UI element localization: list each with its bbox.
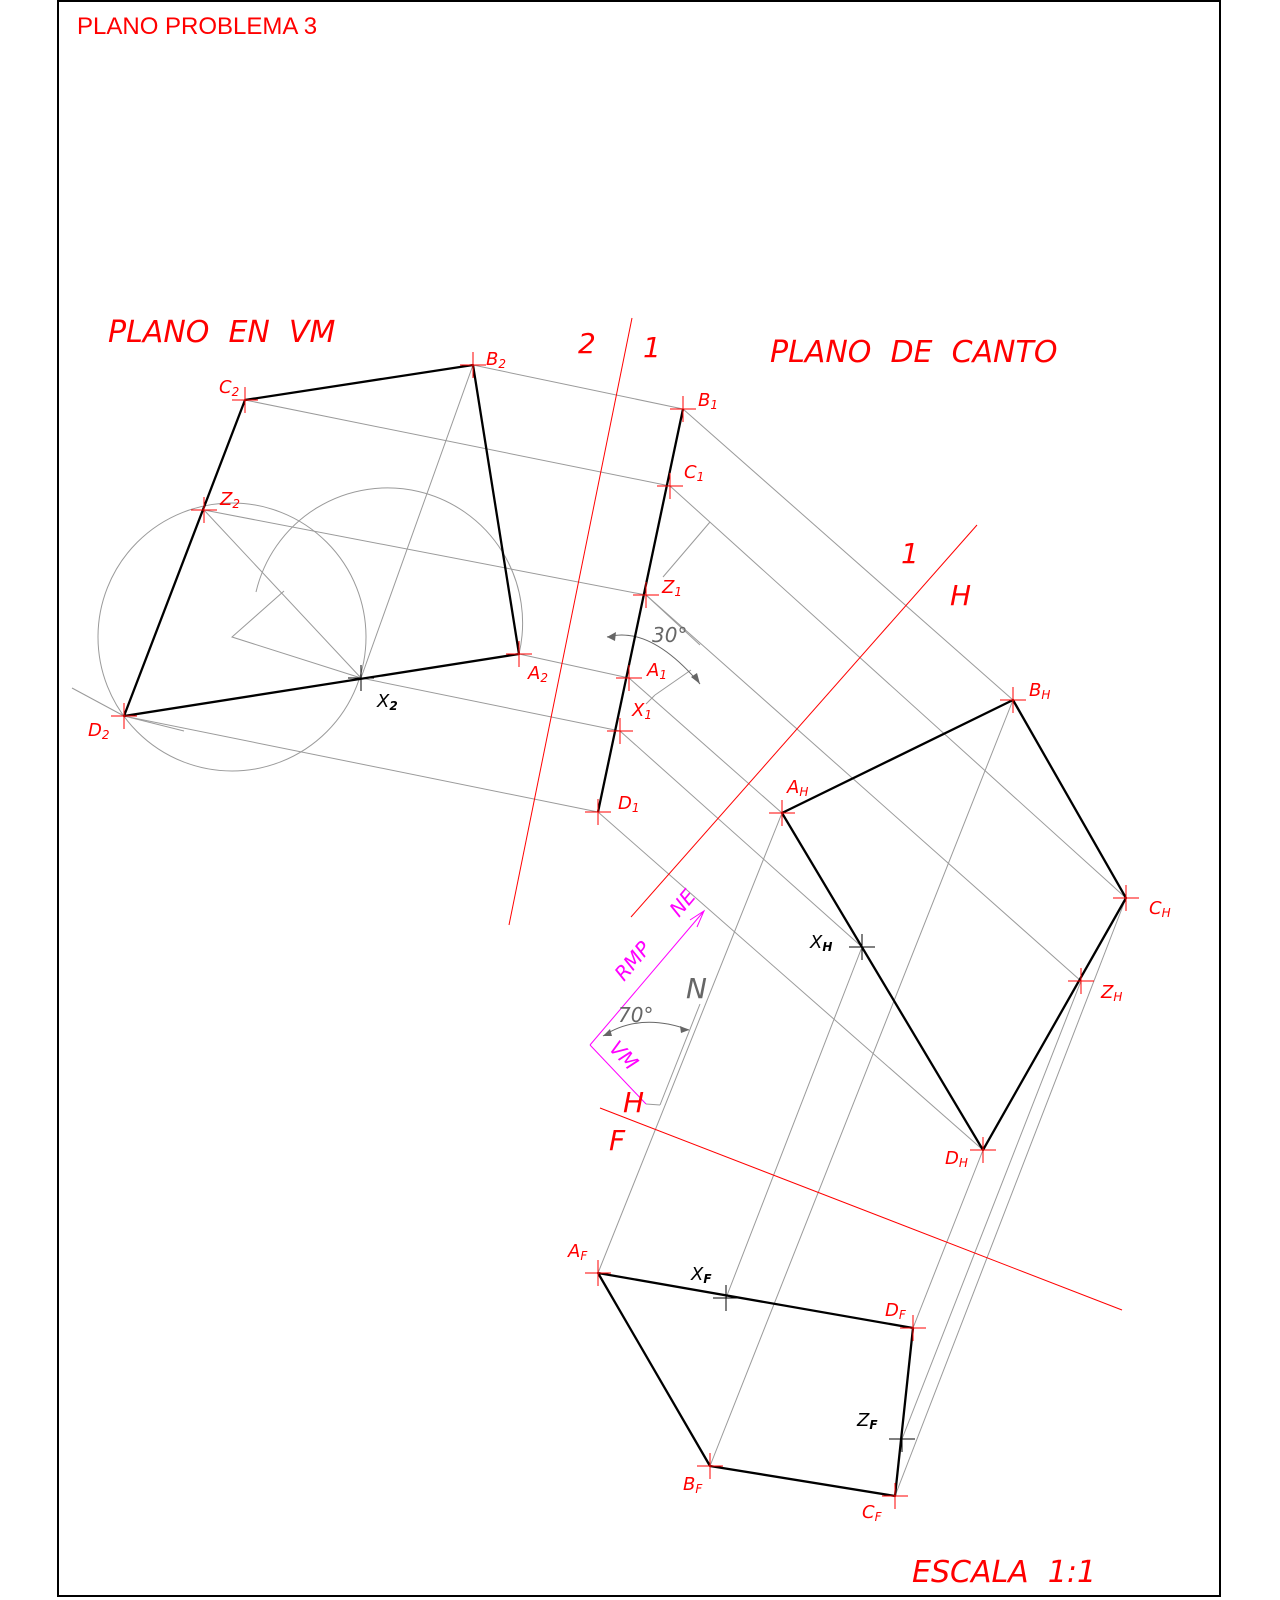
fold-h-f-bottom: F [609, 1124, 626, 1157]
fold-1-h-bottom: H [950, 579, 972, 612]
label-ch: CH [1149, 898, 1171, 920]
north-label: N [686, 972, 707, 1005]
bearing-vm: VM [604, 1035, 644, 1075]
edge-view-1 [598, 409, 683, 812]
label-d1: D1 [618, 793, 640, 815]
fold-h-f-top: H [623, 1086, 645, 1119]
angle-70: 70° [618, 1003, 654, 1027]
heading-plano-canto: PLANO DE CANTO [770, 335, 1058, 370]
label-d2: D2 [88, 720, 110, 742]
label-c1: C1 [684, 462, 705, 484]
label-cf: CF [862, 1502, 882, 1524]
fold-2-1-right: 1 [643, 331, 661, 364]
label-z2: Z2 [220, 489, 240, 511]
fold-line-1-h [631, 525, 977, 917]
bearing-ne: NE [664, 884, 701, 922]
label-zh: ZH [1101, 982, 1123, 1004]
object-lines [124, 365, 1126, 1496]
point-labels-red [88, 349, 1171, 1524]
bearing-rmp: RMP [609, 936, 656, 986]
label-z1: Z1 [662, 577, 682, 599]
point-markers-red [111, 352, 1139, 1509]
fold-1-h-top: 1 [901, 537, 919, 570]
label-df: DF [885, 1300, 906, 1322]
polygon-view-2 [124, 365, 519, 716]
label-c2: C2 [219, 377, 240, 399]
fold-2-1-left: 2 [578, 327, 596, 360]
label-xf: XF [691, 1264, 712, 1286]
label-xh: XH [810, 932, 833, 954]
label-bh: BH [1029, 680, 1051, 702]
polygon-view-h [782, 700, 1126, 1150]
label-af: AF [568, 1241, 588, 1263]
fold-line-h-f [600, 1108, 1122, 1310]
label-dh: DH [945, 1148, 968, 1170]
label-zf: ZF [857, 1410, 878, 1432]
label-x2: X2 [377, 691, 398, 713]
label-b2: B2 [486, 349, 506, 371]
heading-escala: ESCALA 1:1 [912, 1555, 1097, 1590]
label-bf: BF [683, 1474, 703, 1496]
label-a2: A2 [528, 663, 548, 685]
polygon-view-f [598, 1273, 913, 1496]
label-ah: AH [787, 777, 809, 799]
fold-line-2-1 [509, 318, 632, 925]
heading-plano-vm: PLANO EN VM [108, 315, 336, 350]
angle-30: 30° [652, 623, 688, 647]
label-x1: X1 [632, 700, 652, 722]
label-b1: B1 [698, 390, 718, 412]
headings [108, 315, 1096, 1590]
sheet-title: PLANO PROBLEMA 3 [77, 13, 318, 40]
label-a1: A1 [647, 660, 667, 682]
